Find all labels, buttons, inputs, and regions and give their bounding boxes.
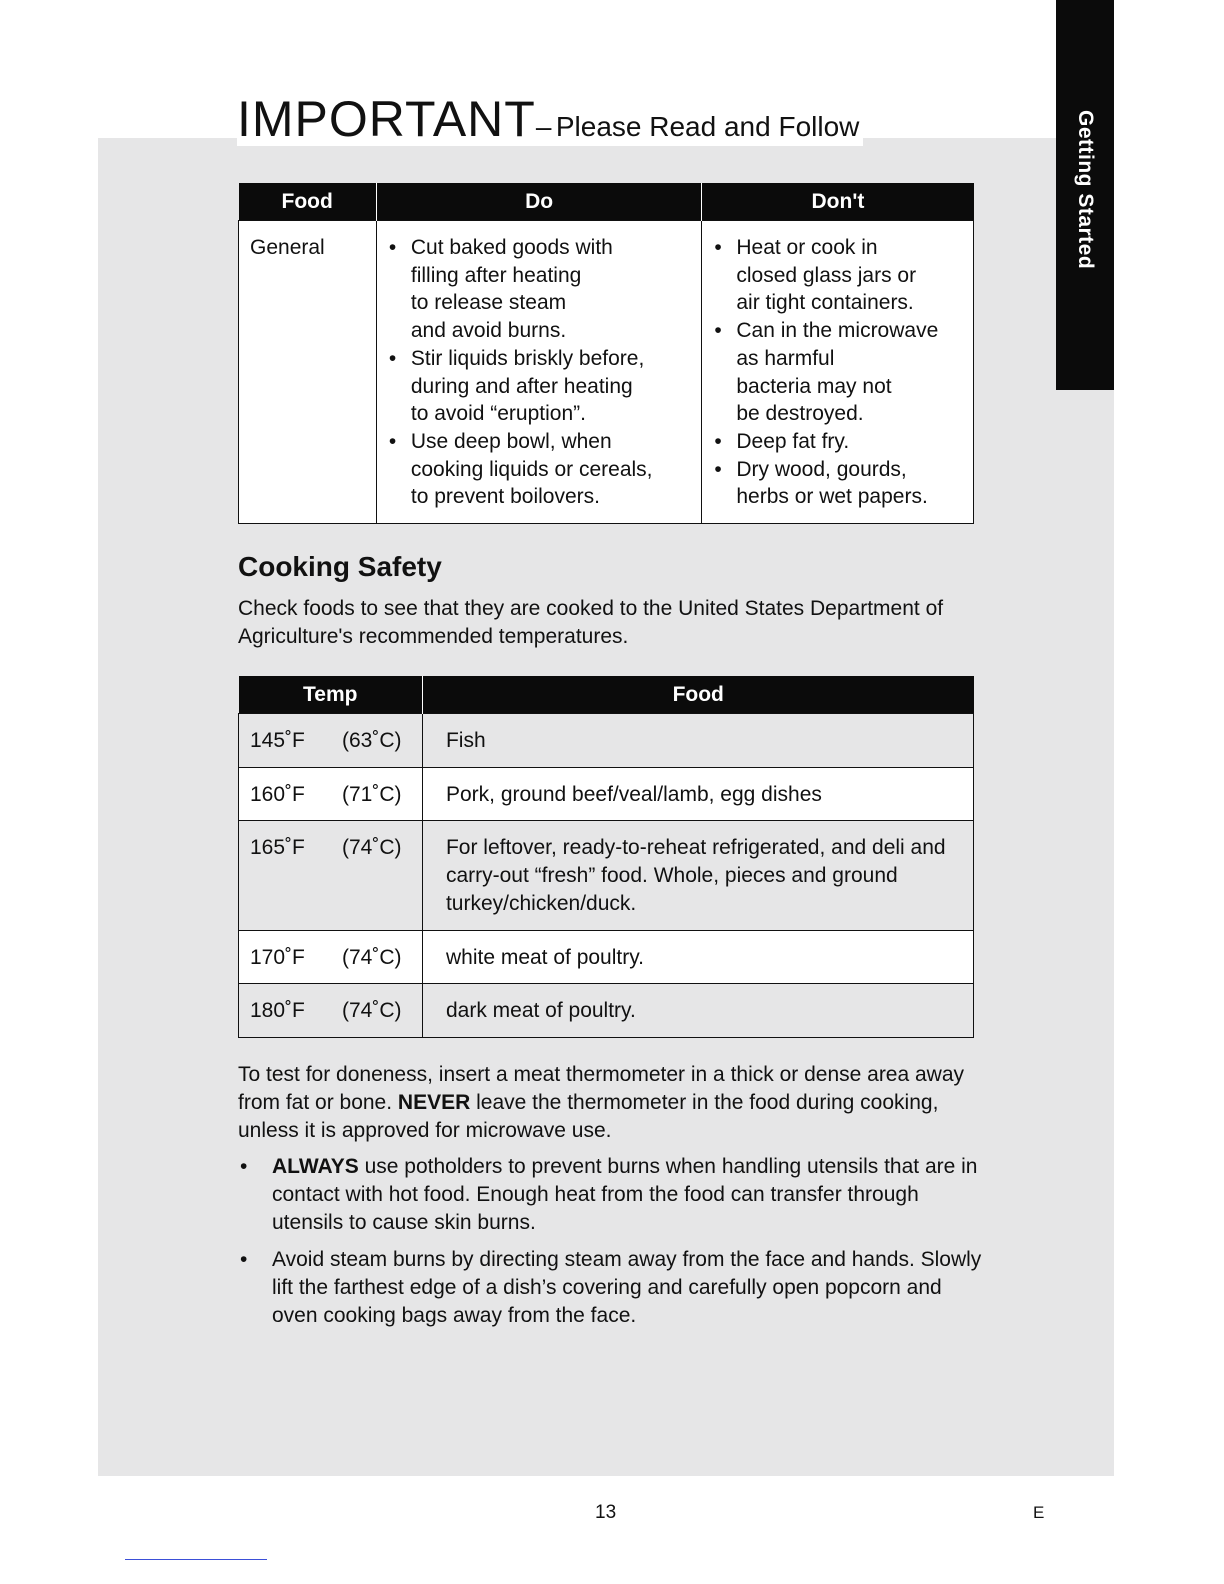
page-title-main: IMPORTANT: [237, 91, 536, 147]
food-cell: General: [239, 221, 377, 524]
temp-fahrenheit: 145˚F: [250, 729, 305, 752]
temp-fahrenheit: 165˚F: [250, 836, 305, 860]
section-heading: Cooking Safety: [238, 551, 442, 582]
doneness-paragraph: [238, 1061, 978, 1145]
header-food: Food: [239, 183, 377, 221]
table-row: [239, 221, 974, 524]
temp-celsius: (74˚C): [342, 836, 402, 860]
temp-celsius: (71˚C): [342, 782, 402, 806]
language-code: E: [1033, 1503, 1045, 1522]
list-item: • Dry wood, gourds, herbs or wet papers.: [712, 456, 963, 511]
list-item: • Cut baked goods with filling after heating to release steam and avoid burns.: [387, 234, 691, 345]
bullet-text: Avoid steam burns by directing steam away from the face and hands. Slowly lift the farthest edge of a dish’s covering and carefully open popcorn and oven cooking bags away from the face.: [272, 1248, 982, 1327]
temperature-table: [238, 676, 974, 1038]
doneness-text-before: To test for doneness, insert a meat thermometer in a thick or dense area away from fat or bone.: [238, 1063, 965, 1114]
never-emphasis: NEVER: [397, 1091, 471, 1114]
temp-fahrenheit: 170˚F: [250, 945, 305, 969]
header-dont: Don't: [702, 183, 974, 221]
dont-cell: [702, 221, 974, 524]
always-emphasis: ALWAYS: [272, 1155, 359, 1178]
temp-cell: [239, 767, 423, 821]
table-row: [239, 714, 974, 768]
food-text: white meat of poultry.: [422, 930, 973, 984]
food-do-dont-table: [238, 183, 974, 524]
temp-celsius: (74˚C): [342, 999, 402, 1023]
page-title-dash: –: [535, 111, 552, 142]
header-temp: Temp: [239, 676, 423, 714]
list-item: • Use deep bowl, when cooking liquids or cereals, to prevent boilovers.: [387, 428, 691, 511]
temp-cell: [239, 714, 423, 768]
section-tab-label: Getting Started: [1074, 110, 1097, 270]
temp-celsius: (63˚C): [342, 729, 402, 752]
list-item: [238, 1246, 988, 1330]
do-cell: [376, 221, 701, 524]
page-number: 13: [595, 1502, 617, 1523]
doneness-text-after: leave the thermometer in the food during cooking, unless it is approved for microwave use.: [238, 1091, 939, 1142]
temp-cell: [239, 930, 423, 984]
food-text: For leftover, ready-to-reheat refrigerated, and deli and carry-out “fresh” food. Whole, pieces and ground turkey/chicken/duck.: [422, 821, 973, 930]
header-do: Do: [376, 183, 701, 221]
list-item: • Heat or cook in closed glass jars or air tight containers.: [712, 234, 963, 317]
table-row: [239, 984, 974, 1038]
list-item: [238, 1153, 988, 1237]
intro-text: Check foods to see that they are cooked to the United States Department of Agriculture's recommended temperatures.: [238, 597, 944, 648]
temp-cell: [239, 821, 423, 930]
temp-fahrenheit: 180˚F: [250, 999, 305, 1023]
page-title: [237, 92, 863, 146]
list-item: • Deep fat fry.: [712, 428, 963, 456]
temp-fahrenheit: 160˚F: [250, 782, 305, 806]
food-text: dark meat of poultry.: [422, 984, 973, 1038]
table-row: [239, 767, 974, 821]
temp-celsius: (74˚C): [342, 945, 402, 969]
safety-bullet-list: [238, 1153, 988, 1339]
temp-cell: [239, 984, 423, 1038]
table-row: [239, 821, 974, 930]
bullet-text: use potholders to prevent burns when handling utensils that are in contact with hot food. Enough heat from the food can transfer through utensils to cause skin burns.: [272, 1155, 978, 1234]
list-item: • Can in the microwave as harmful bacteria may not be destroyed.: [712, 317, 963, 428]
footer-divider: [125, 1559, 267, 1560]
do-list: [387, 234, 691, 511]
food-text: Pork, ground beef/veal/lamb, egg dishes: [422, 767, 973, 821]
list-item: • Stir liquids briskly before, during and after heating to avoid “eruption”.: [387, 345, 691, 428]
header-food: Food: [422, 676, 973, 714]
food-text: Fish: [422, 714, 973, 768]
table-row: [239, 930, 974, 984]
page-title-sub: Please Read and Follow: [555, 111, 860, 142]
dont-list: [712, 234, 963, 511]
